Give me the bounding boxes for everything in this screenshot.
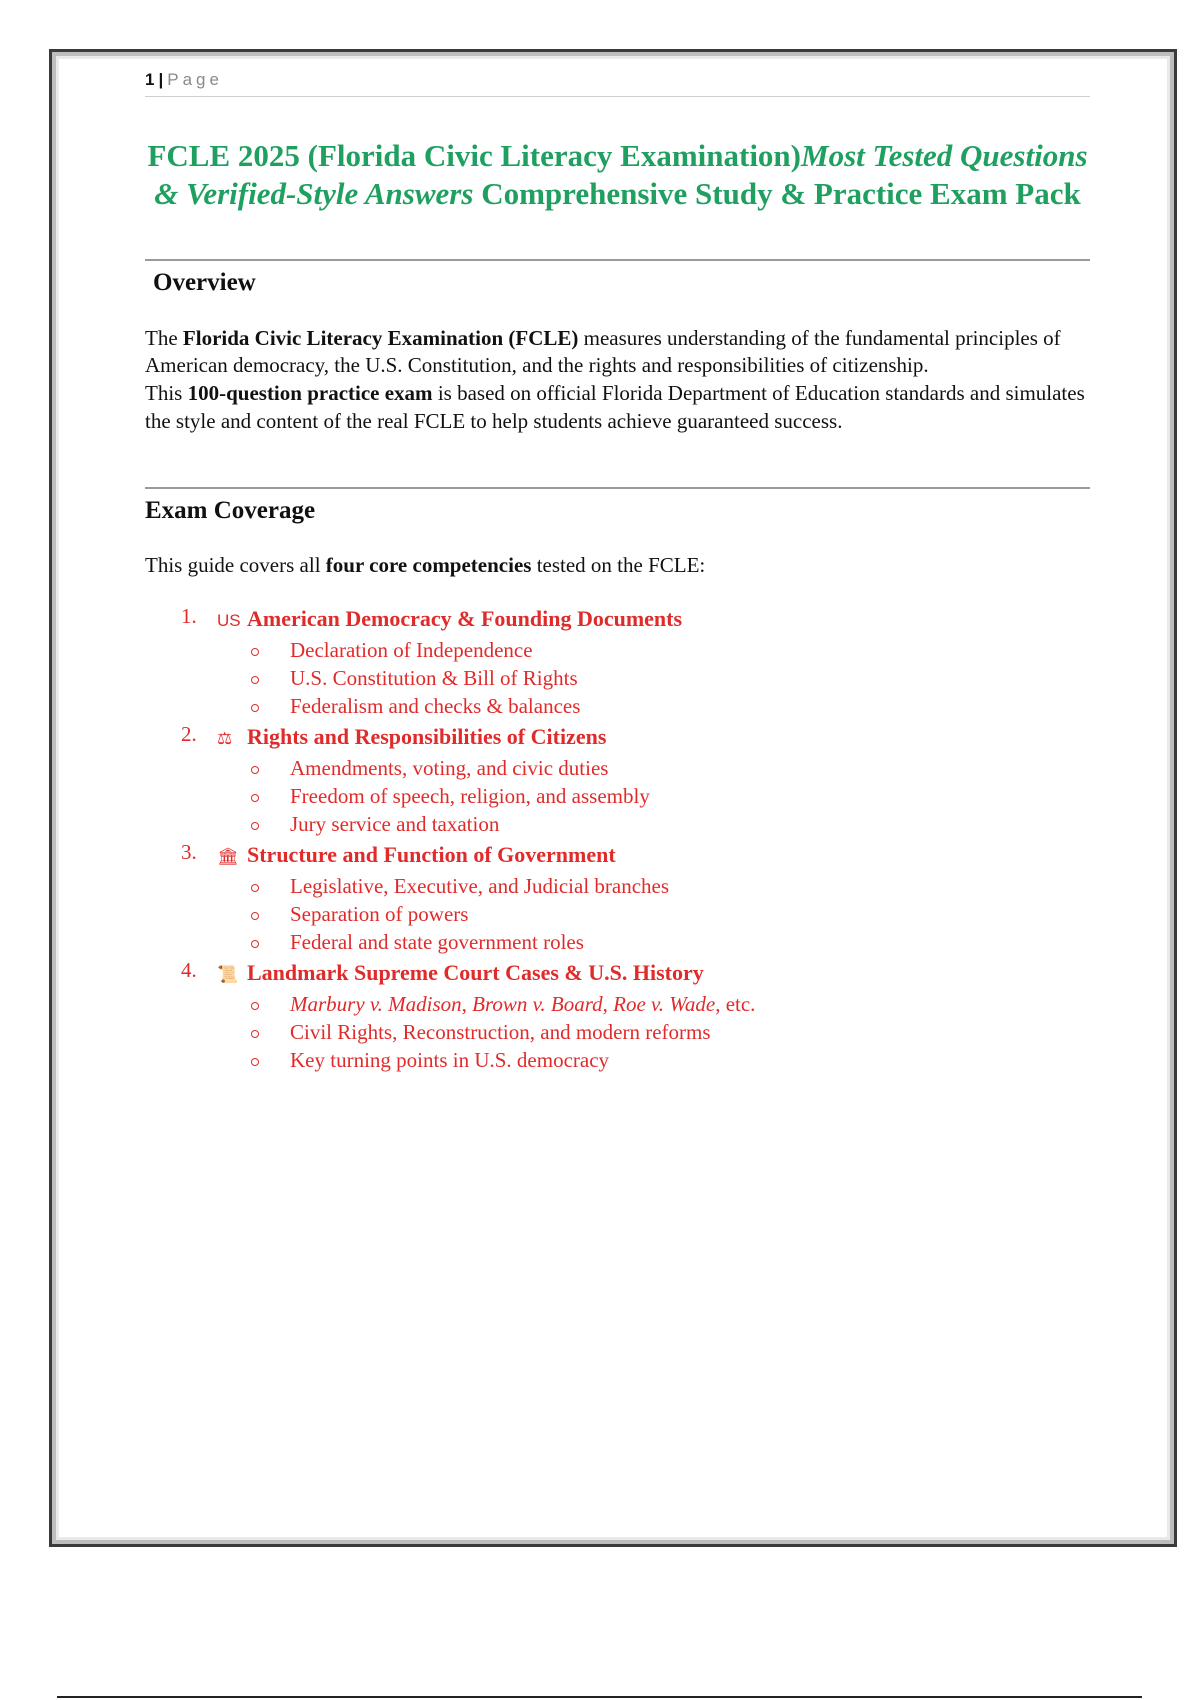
scales-icon: ⚖: [217, 729, 233, 748]
case-name: Marbury v. Madison: [290, 992, 462, 1016]
subtopic-item: [247, 692, 1090, 720]
subtopic-item: [247, 900, 1090, 928]
subtopic-text: Separation of powers: [290, 902, 469, 926]
scroll-icon: 📜: [217, 965, 239, 984]
subtopic-item: [247, 872, 1090, 900]
coverage-intro-post: tested on the FCLE:: [531, 553, 706, 577]
case-tail: , etc.: [715, 992, 756, 1016]
subtopic-text: Declaration of Independence: [290, 638, 533, 662]
subtopic-text: Jury service and taxation: [290, 812, 500, 836]
title-part-2: Most Tested Questions & Verified-Style Answers: [154, 138, 1088, 211]
competency-list: [145, 604, 1090, 1074]
competency-number: 3.: [181, 840, 197, 864]
competency-subtopics: [247, 872, 1090, 956]
competency-title-text: Landmark Supreme Court Cases & U.S. History: [247, 960, 704, 985]
page-header: [145, 70, 1090, 97]
competency-item: [145, 722, 1090, 838]
case-separator: ,: [602, 992, 614, 1016]
circle-bullet-icon: [251, 766, 259, 774]
subtopic-item: [247, 754, 1090, 782]
subtopic-text: Civil Rights, Reconstruction, and modern reforms: [290, 1020, 711, 1044]
subtopic-text: Federalism and checks & balances: [290, 694, 581, 718]
competency-title: [217, 840, 1090, 872]
page-label: Page: [167, 70, 223, 89]
circle-bullet-icon: [251, 676, 259, 684]
competency-title: [217, 604, 1090, 636]
subtopic-item: [247, 810, 1090, 838]
competency-title-text: Structure and Function of Government: [247, 842, 616, 867]
competency-number: 2.: [181, 722, 197, 746]
subtopic-text: Freedom of speech, religion, and assembly: [290, 784, 650, 808]
competency-item: [145, 958, 1090, 1074]
overview-p1-pre: The: [145, 326, 183, 350]
page-content: [145, 70, 1090, 1074]
subtopic-text: Legislative, Executive, and Judicial branches: [290, 874, 670, 898]
case-name: Brown v. Board: [472, 992, 603, 1016]
circle-bullet-icon: [251, 912, 259, 920]
circle-bullet-icon: [251, 822, 259, 830]
competency-title: [217, 722, 1090, 754]
title-part-1: FCLE 2025 (Florida Civic Literacy Examination): [147, 138, 801, 173]
subtopic-item: [247, 636, 1090, 664]
title-part-3: Comprehensive Study & Practice Exam Pack: [473, 176, 1081, 211]
competency-subtopics: [247, 754, 1090, 838]
competency-subtopics: [247, 990, 1090, 1074]
subtopic-text: U.S. Constitution & Bill of Rights: [290, 666, 578, 690]
overview-paragraph-2: [145, 379, 1090, 435]
circle-bullet-icon: [251, 1030, 259, 1038]
subtopic-item: [247, 782, 1090, 810]
subtopic-item: [247, 1018, 1090, 1046]
case-separator: ,: [461, 992, 473, 1016]
overview-p2-bold: 100-question practice exam: [187, 381, 433, 405]
overview-p2-pre: This: [145, 381, 188, 405]
subtopic-item: [247, 1046, 1090, 1074]
exam-coverage-heading: Exam Coverage: [145, 497, 316, 524]
overview-paragraph-1: [145, 325, 1090, 379]
document-title: [145, 137, 1090, 213]
competency-subtopics: [247, 636, 1090, 720]
circle-bullet-icon: [251, 648, 259, 656]
subtopic-text: Amendments, voting, and civic duties: [290, 756, 609, 780]
circle-bullet-icon: [251, 794, 259, 802]
subtopic-text: Key turning points in U.S. democracy: [290, 1048, 610, 1072]
coverage-intro: [145, 553, 1090, 578]
divider-1: [145, 259, 1090, 261]
competency-number: 1.: [181, 604, 197, 628]
overview-heading: Overview: [153, 269, 256, 296]
competency-number: 4.: [181, 958, 197, 982]
case-name: Roe v. Wade: [613, 992, 716, 1016]
competency-item: [145, 840, 1090, 956]
us-flag-icon: US: [217, 611, 241, 630]
overview-p2-post: is based on official Florida Department of Education standards and simulates the style and content of the real FCLE to help students achieve guaranteed success.: [145, 381, 1085, 433]
circle-bullet-icon: [251, 1002, 259, 1010]
subtopic-text: Federal and state government roles: [290, 930, 584, 954]
circle-bullet-icon: [251, 940, 259, 948]
circle-bullet-icon: [251, 704, 259, 712]
government-building-icon: 🏛: [217, 847, 239, 866]
page-separator: |: [158, 70, 164, 89]
circle-bullet-icon: [251, 1058, 259, 1066]
divider-2: [145, 487, 1090, 489]
competency-title-text: Rights and Responsibilities of Citizens: [247, 724, 607, 749]
competency-item: [145, 604, 1090, 720]
overview-p1-post: measures understanding of the fundamental principles of American democracy, the U.S. Constitution, and the rights and responsibilities of citizenship.: [145, 326, 1061, 377]
circle-bullet-icon: [251, 884, 259, 892]
next-page-edge: [57, 1696, 1142, 1698]
coverage-intro-bold: four core competencies: [325, 553, 532, 577]
competency-title-text: American Democracy & Founding Documents: [247, 606, 683, 631]
page-number: 1: [145, 70, 155, 89]
overview-p1-bold: Florida Civic Literacy Examination (FCLE): [182, 326, 579, 350]
subtopic-item: [247, 664, 1090, 692]
subtopic-item: [247, 990, 1090, 1018]
competency-title: [217, 958, 1090, 990]
subtopic-item: [247, 928, 1090, 956]
coverage-intro-pre: This guide covers all: [145, 553, 326, 577]
